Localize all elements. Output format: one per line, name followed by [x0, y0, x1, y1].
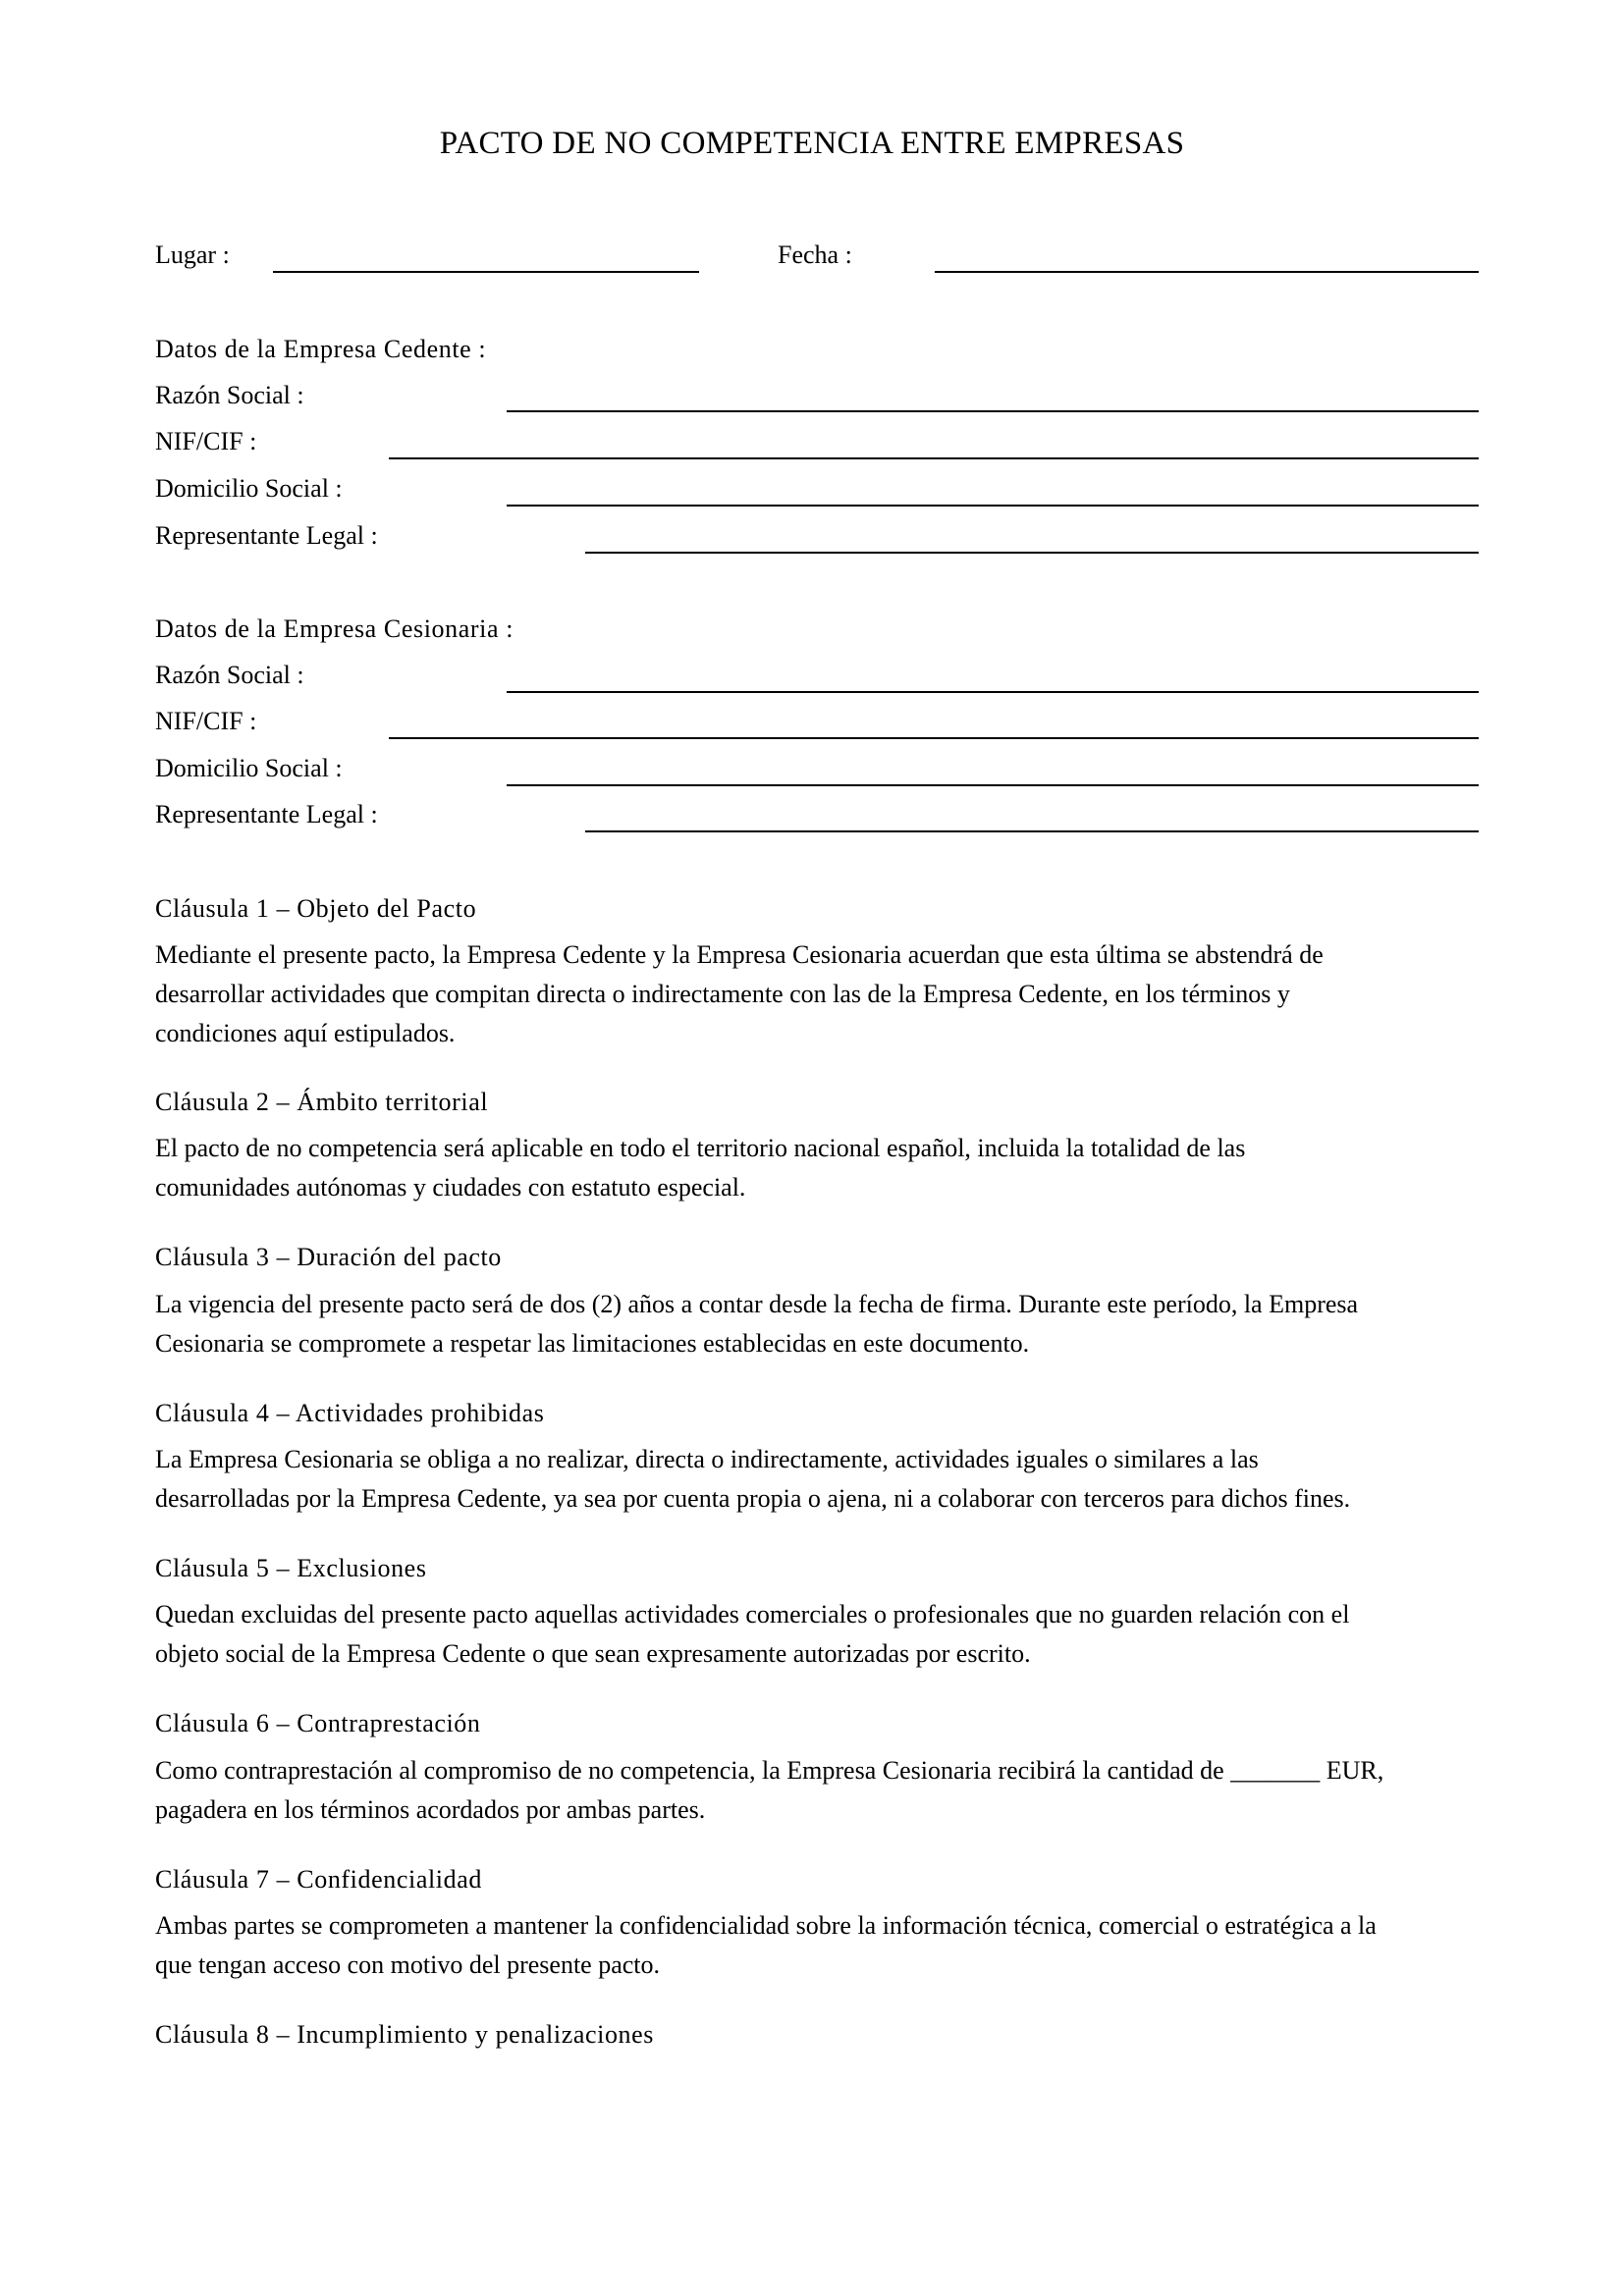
clause-line: Como contraprestación al compromiso de no competencia, la Empresa Cesionaria recibirá la cantidad de _______ EUR,	[155, 1756, 1384, 1785]
cedente-nif-field-line[interactable]	[389, 457, 1479, 459]
cedente-representante-label: Representante Legal :	[155, 521, 378, 550]
cesionaria-domicilio-label: Domicilio Social :	[155, 754, 343, 782]
clause-4-heading: Cláusula 4 – Actividades prohibidas	[155, 1399, 545, 1427]
fecha-label: Fecha :	[778, 240, 852, 269]
lugar-field-line[interactable]	[273, 271, 699, 273]
clause-1-heading: Cláusula 1 – Objeto del Pacto	[155, 894, 477, 923]
clause-line: Mediante el presente pacto, la Empresa Cedente y la Empresa Cesionaria acuerdan que esta última se abstendrá de	[155, 940, 1324, 969]
clause-line: Cesionaria se compromete a respetar las limitaciones establecidas en este documento.	[155, 1329, 1030, 1358]
clause-8-heading: Cláusula 8 – Incumplimiento y penalizaciones	[155, 2020, 654, 2049]
clause-line: pagadera en los términos acordados por ambas partes.	[155, 1795, 706, 1824]
clause-line: La vigencia del presente pacto será de dos (2) años a contar desde la fecha de firma. Durante este período, la Empresa	[155, 1290, 1359, 1318]
cedente-domicilio-label: Domicilio Social :	[155, 474, 343, 503]
clause-7-text	[155, 1906, 1481, 1985]
clause-7-heading: Cláusula 7 – Confidencialidad	[155, 1865, 482, 1894]
clause-6-text	[155, 1751, 1481, 1830]
cesionaria-heading: Datos de la Empresa Cesionaria :	[155, 614, 514, 643]
cedente-heading: Datos de la Empresa Cedente :	[155, 335, 487, 363]
clause-2-text	[155, 1129, 1481, 1207]
clause-line: desarrollar actividades que compitan directa o indirectamente con las de la Empresa Cedente, en los términos y	[155, 980, 1290, 1008]
cedente-domicilio-field-line[interactable]	[507, 505, 1479, 507]
clause-5-text	[155, 1595, 1481, 1674]
cedente-razon-label: Razón Social :	[155, 381, 304, 409]
clause-line: Ambas partes se comprometen a mantener la confidencialidad sobre la información técnica, comercial o estratégica a la	[155, 1911, 1377, 1940]
document-title: PACTO DE NO COMPETENCIA ENTRE EMPRESAS	[439, 126, 1185, 161]
clause-6-heading: Cláusula 6 – Contraprestación	[155, 1709, 481, 1737]
lugar-label: Lugar :	[155, 240, 230, 269]
fecha-field-line[interactable]	[935, 271, 1479, 273]
clause-line: desarrolladas por la Empresa Cedente, ya sea por cuenta propia o ajena, ni a colaborar con terceros para dichos fines.	[155, 1484, 1351, 1513]
clause-line: La Empresa Cesionaria se obliga a no realizar, directa o indirectamente, actividades iguales o similares a las	[155, 1445, 1259, 1473]
clause-line: que tengan acceso con motivo del presente pacto.	[155, 1950, 661, 1979]
cesionaria-representante-field-line[interactable]	[585, 830, 1479, 832]
cesionaria-representante-label: Representante Legal :	[155, 800, 378, 828]
cesionaria-nif-label: NIF/CIF :	[155, 707, 257, 735]
clause-5-heading: Cláusula 5 – Exclusiones	[155, 1554, 427, 1582]
clause-3-heading: Cláusula 3 – Duración del pacto	[155, 1243, 502, 1271]
clause-line: El pacto de no competencia será aplicable en todo el territorio nacional español, incluida la totalidad de las	[155, 1134, 1246, 1162]
cedente-representante-field-line[interactable]	[585, 552, 1479, 554]
clause-line: comunidades autónomas y ciudades con estatuto especial.	[155, 1173, 746, 1201]
cedente-razon-field-line[interactable]	[507, 410, 1479, 412]
clause-1-text	[155, 935, 1481, 1053]
cesionaria-razon-label: Razón Social :	[155, 661, 304, 689]
clause-line: objeto social de la Empresa Cedente o que sean expresamente autorizadas por escrito.	[155, 1639, 1031, 1668]
clause-2-heading: Cláusula 2 – Ámbito territorial	[155, 1088, 489, 1116]
cesionaria-razon-field-line[interactable]	[507, 691, 1479, 693]
clause-3-text	[155, 1285, 1481, 1363]
clause-4-text	[155, 1440, 1481, 1519]
clause-line: condiciones aquí estipulados.	[155, 1019, 456, 1047]
cesionaria-domicilio-field-line[interactable]	[507, 784, 1479, 786]
cesionaria-nif-field-line[interactable]	[389, 737, 1479, 739]
clause-line: Quedan excluidas del presente pacto aquellas actividades comerciales o profesionales que no guarden relación con el	[155, 1600, 1350, 1629]
cedente-nif-label: NIF/CIF :	[155, 427, 257, 455]
